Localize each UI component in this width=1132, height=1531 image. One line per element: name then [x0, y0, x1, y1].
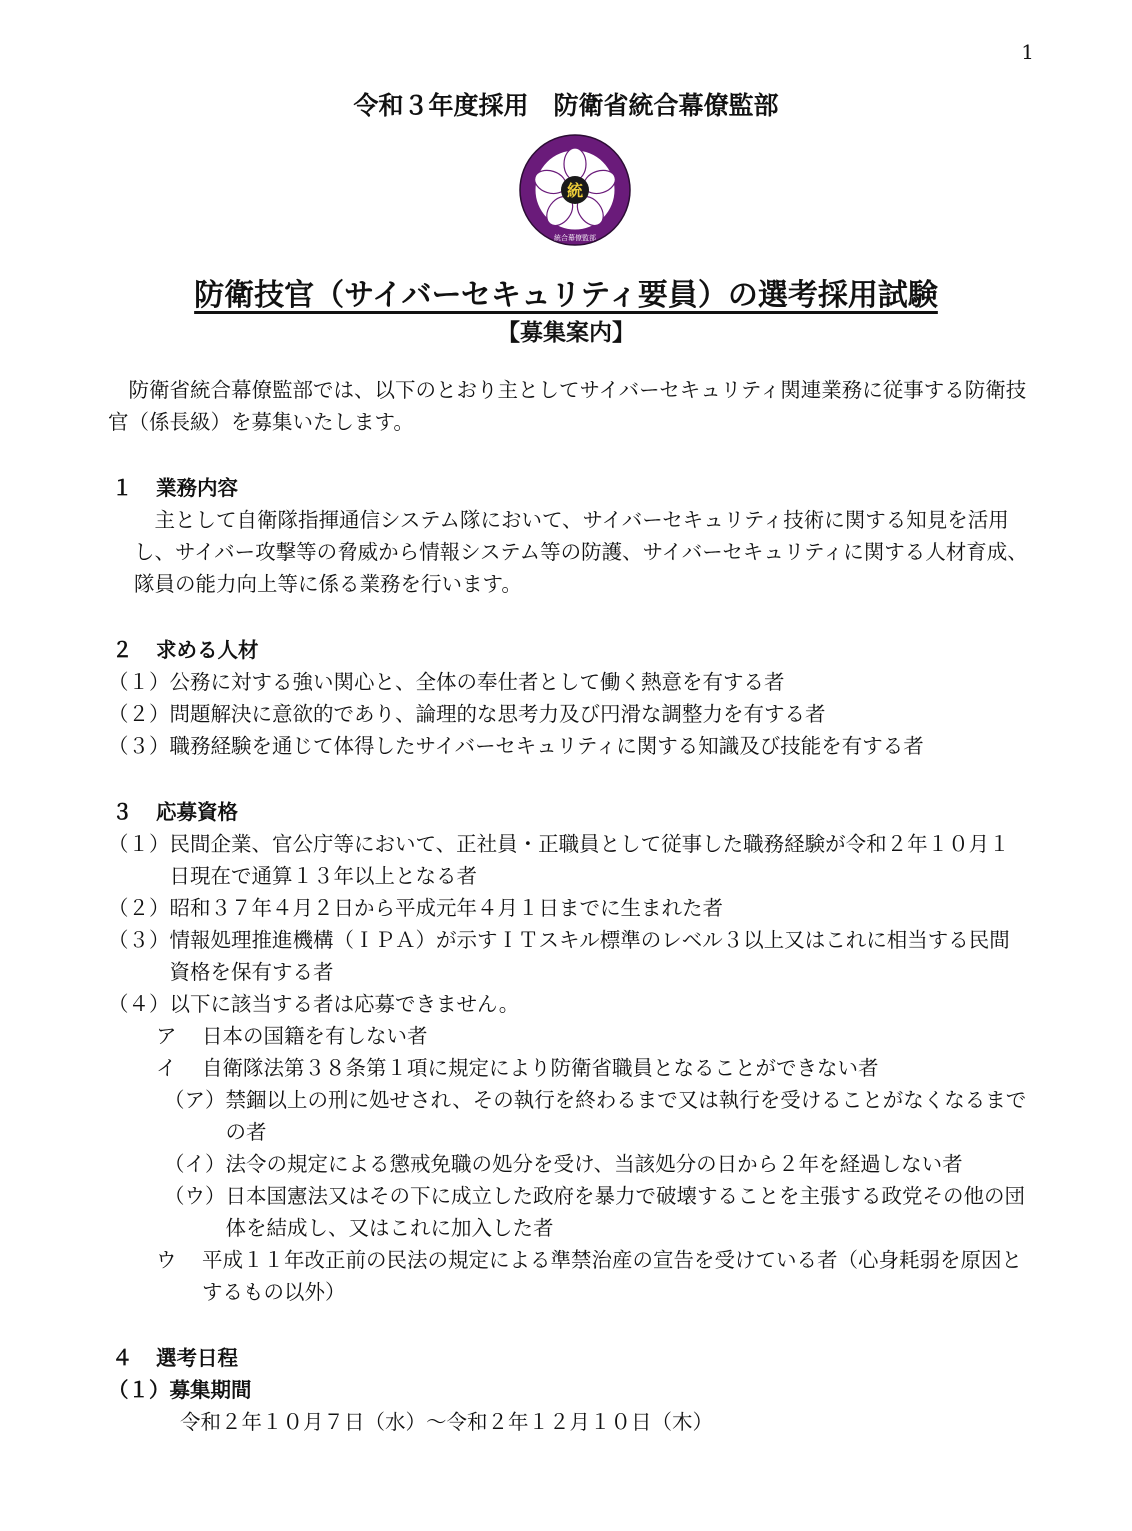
sub-item: ア 日本の国籍を有しない者	[156, 1024, 428, 1048]
document-subtitle: 【募集案内】	[497, 320, 635, 346]
document-header: 令和３年度採用 防衛省統合幕僚監部	[353, 91, 779, 120]
list-item: （１） 募集期間	[108, 1378, 252, 1402]
section-4-heading: ４ 選考日程	[112, 1346, 238, 1370]
intro-paragraph: 防衛省統合幕僚監部では、以下のとおり主としてサイバーセキュリティ関連業務に従事する防衛技官（係長級）を募集いたします。	[108, 378, 1027, 434]
seal-bottom-text: 統合幕僚監部	[554, 234, 596, 242]
page-number: 1	[1021, 40, 1034, 64]
sub-sub-item: （イ） 法令の規定による懲戒免職の処分を受け、当該処分の日から２年を経過しない者	[164, 1152, 963, 1176]
sub-item: イ 自衛隊法第３８条第１項に規定により防衛省職員となることができない者	[156, 1056, 879, 1080]
sub-item: ウ 平成１１年改正前の民法の規定による準禁治産の宣告を受けている者（心身耗弱を原因とするもの以外）	[156, 1248, 1022, 1304]
list-item: （３） 情報処理推進機構（ＩＰＡ）が示すＩＴスキル標準のレベル３以上又はこれに相当する民間資格を保有する者	[108, 928, 1010, 984]
document-title: 防衛技官（サイバーセキュリティ要員）の選考採用試験	[194, 278, 938, 313]
seal-center-text: 統	[566, 181, 584, 200]
section-3-heading: ３ 応募資格	[112, 800, 238, 824]
list-item: （１） 公務に対する強い関心と、全体の奉仕者として働く熱意を有する者	[108, 670, 785, 694]
section-1-body: 主として自衛隊指揮通信システム隊において、サイバーセキュリティ技術に関する知見を活用し、サイバー攻撃等の脅威から情報システム等の防護、サイバーセキュリティに関する人材育成、隊員の能力向上等に係る業務を行います。	[134, 508, 1028, 596]
list-item: （２） 問題解決に意欲的であり、論理的な思考力及び円滑な調整力を有する者	[108, 702, 826, 726]
joint-staff-seal-logo	[518, 133, 632, 247]
section-1-heading: １ 業務内容	[112, 476, 238, 500]
section-2-heading: ２ 求める人材	[112, 638, 259, 662]
sub-sub-item: （ア） 禁錮以上の刑に処せされ、その執行を終わるまで又は執行を受けることがなくなるまでの者	[164, 1088, 1027, 1144]
list-item: （２） 昭和３７年４月２日から平成元年４月１日までに生まれた者	[108, 896, 723, 920]
list-item: （１） 民間企業、官公庁等において、正社員・正職員として従事した職務経験が令和２年１０月１日現在で通算１３年以上となる者	[108, 832, 1010, 888]
document-body	[108, 374, 1028, 1438]
list-item: （３） 職務経験を通じて体得したサイバーセキュリティに関する知識及び技能を有する者	[108, 734, 924, 758]
list-item: （４） 以下に該当する者は応募できません。	[108, 992, 520, 1016]
sub-sub-item: （ウ） 日本国憲法又はその下に成立した政府を暴力で破壊することを主張する政党その他の団体を結成し、又はこれに加入した者	[164, 1184, 1025, 1240]
recruitment-period: 令和２年１０月７日（水）～令和２年１２月１０日（木）	[180, 1410, 713, 1434]
